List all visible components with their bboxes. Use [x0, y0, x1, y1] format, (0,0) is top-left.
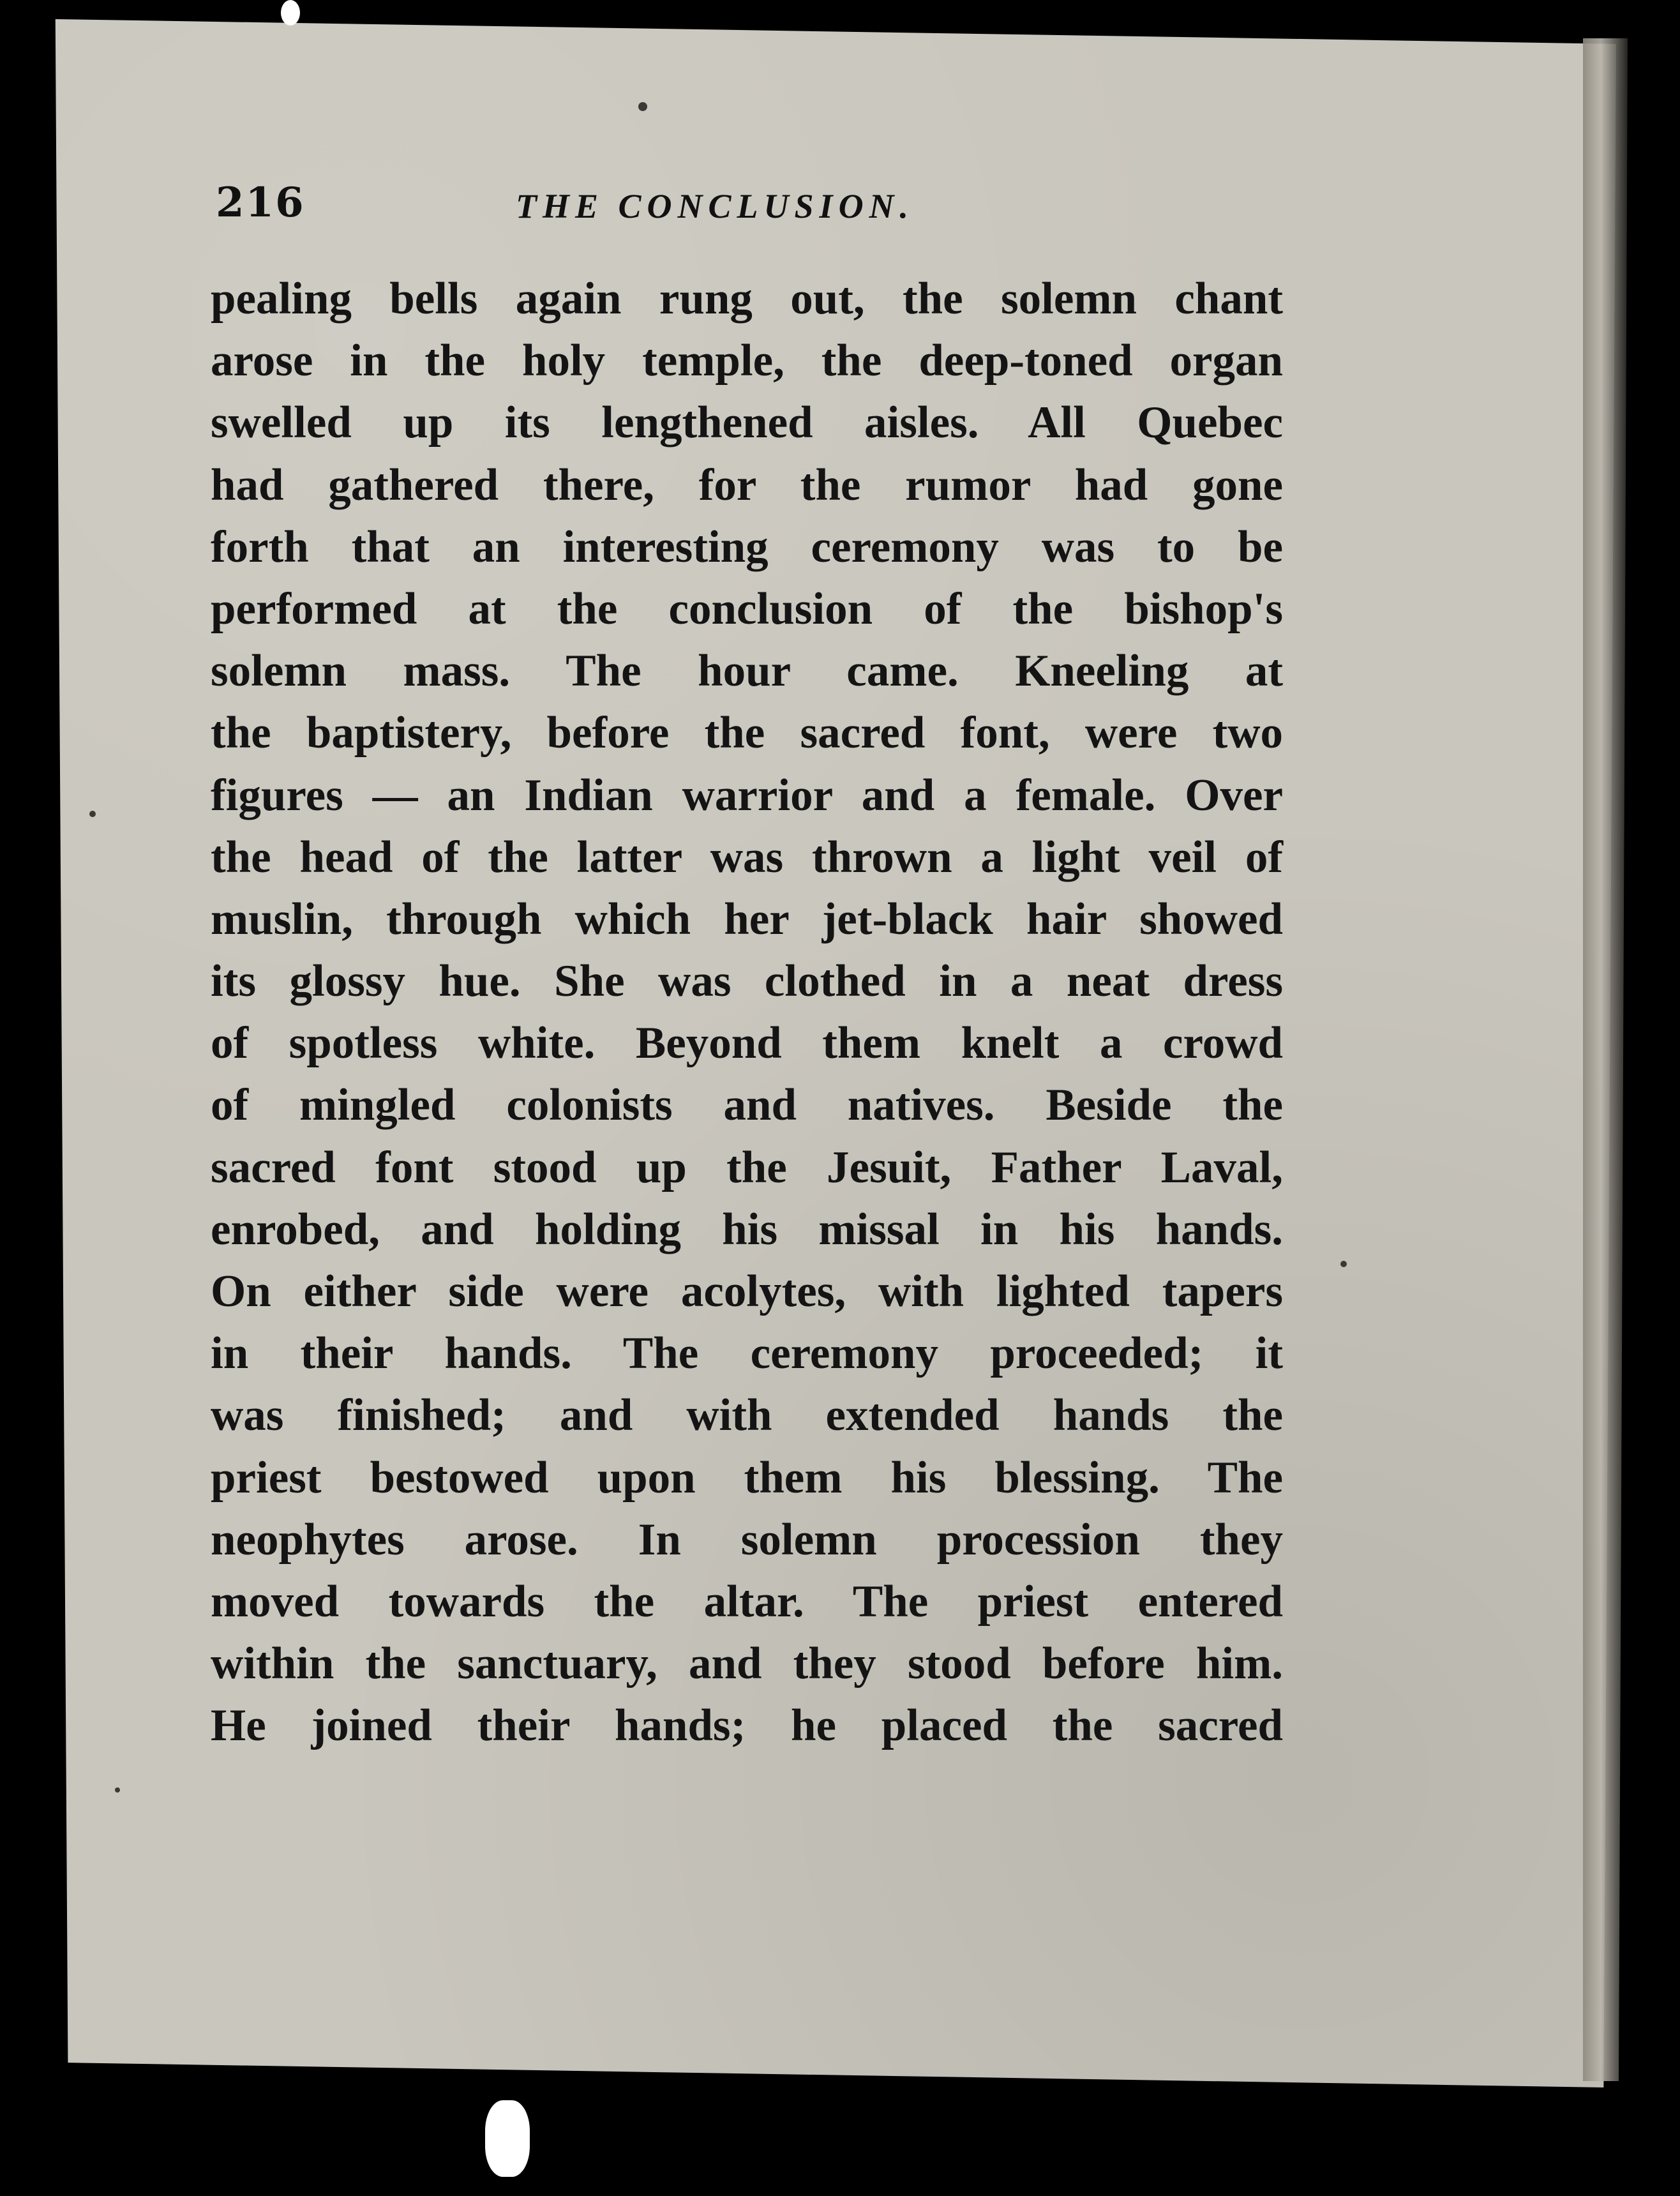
scan-speck [1340, 1261, 1347, 1267]
text-line: the head of the latter was thrown a light veil of [211, 832, 1283, 882]
text-line: performed at the conclusion of the bishop's [211, 583, 1283, 634]
text-line: muslin, through which her jet-black hair showed [211, 894, 1283, 944]
scan-speck [89, 811, 96, 817]
text-line: solemn mass. The hour came. Kneeling at [211, 646, 1283, 696]
page-number: 216 [216, 179, 305, 227]
text-line: forth that an interesting ceremony was to be [211, 522, 1283, 572]
text-line: enrobed, and holding his missal in his hands. [211, 1204, 1283, 1254]
text-line: of spotless white. Beyond them knelt a crowd [211, 1018, 1283, 1069]
text-line: arose in the holy temple, the deep-toned organ [211, 336, 1283, 386]
running-title: THE CONCLUSION. [516, 187, 915, 225]
text-line: figures — an Indian warrior and a female. Over [211, 770, 1283, 820]
text-line: pealing bells again rung out, the solemn chant [211, 274, 1283, 324]
text-line: had gathered there, for the rumor had gone [211, 460, 1283, 510]
scan-speck [115, 1787, 120, 1793]
text-line: within the sanctuary, and they stood before him. [211, 1639, 1283, 1689]
text-line: neophytes arose. In solemn procession they [211, 1514, 1283, 1565]
scan-speck [281, 0, 300, 26]
text-line: was finished; and with extended hands the [211, 1390, 1283, 1441]
text-line: priest bestowed upon them his blessing. The [211, 1452, 1283, 1503]
text-line: He joined their hands; he placed the sacred [211, 1701, 1283, 1751]
body-text [211, 268, 1283, 1757]
text-line: swelled up its lengthened aisles. All Quebec [211, 398, 1283, 448]
scan-speck [485, 2100, 530, 2177]
text-line: the baptistery, before the sacred font, were two [211, 708, 1283, 758]
text-line: its glossy hue. She was clothed in a neat dress [211, 956, 1283, 1007]
page-edge [1583, 38, 1628, 2081]
text-line: in their hands. The ceremony proceeded; it [211, 1328, 1283, 1379]
running-header [216, 179, 1301, 236]
text-line: of mingled colonists and natives. Beside the [211, 1080, 1283, 1131]
text-line: moved towards the altar. The priest entered [211, 1576, 1283, 1627]
text-line: On either side were acolytes, with lighted tapers [211, 1267, 1283, 1316]
scan-speck [638, 102, 647, 111]
text-line: sacred font stood up the Jesuit, Father Laval, [211, 1142, 1283, 1192]
